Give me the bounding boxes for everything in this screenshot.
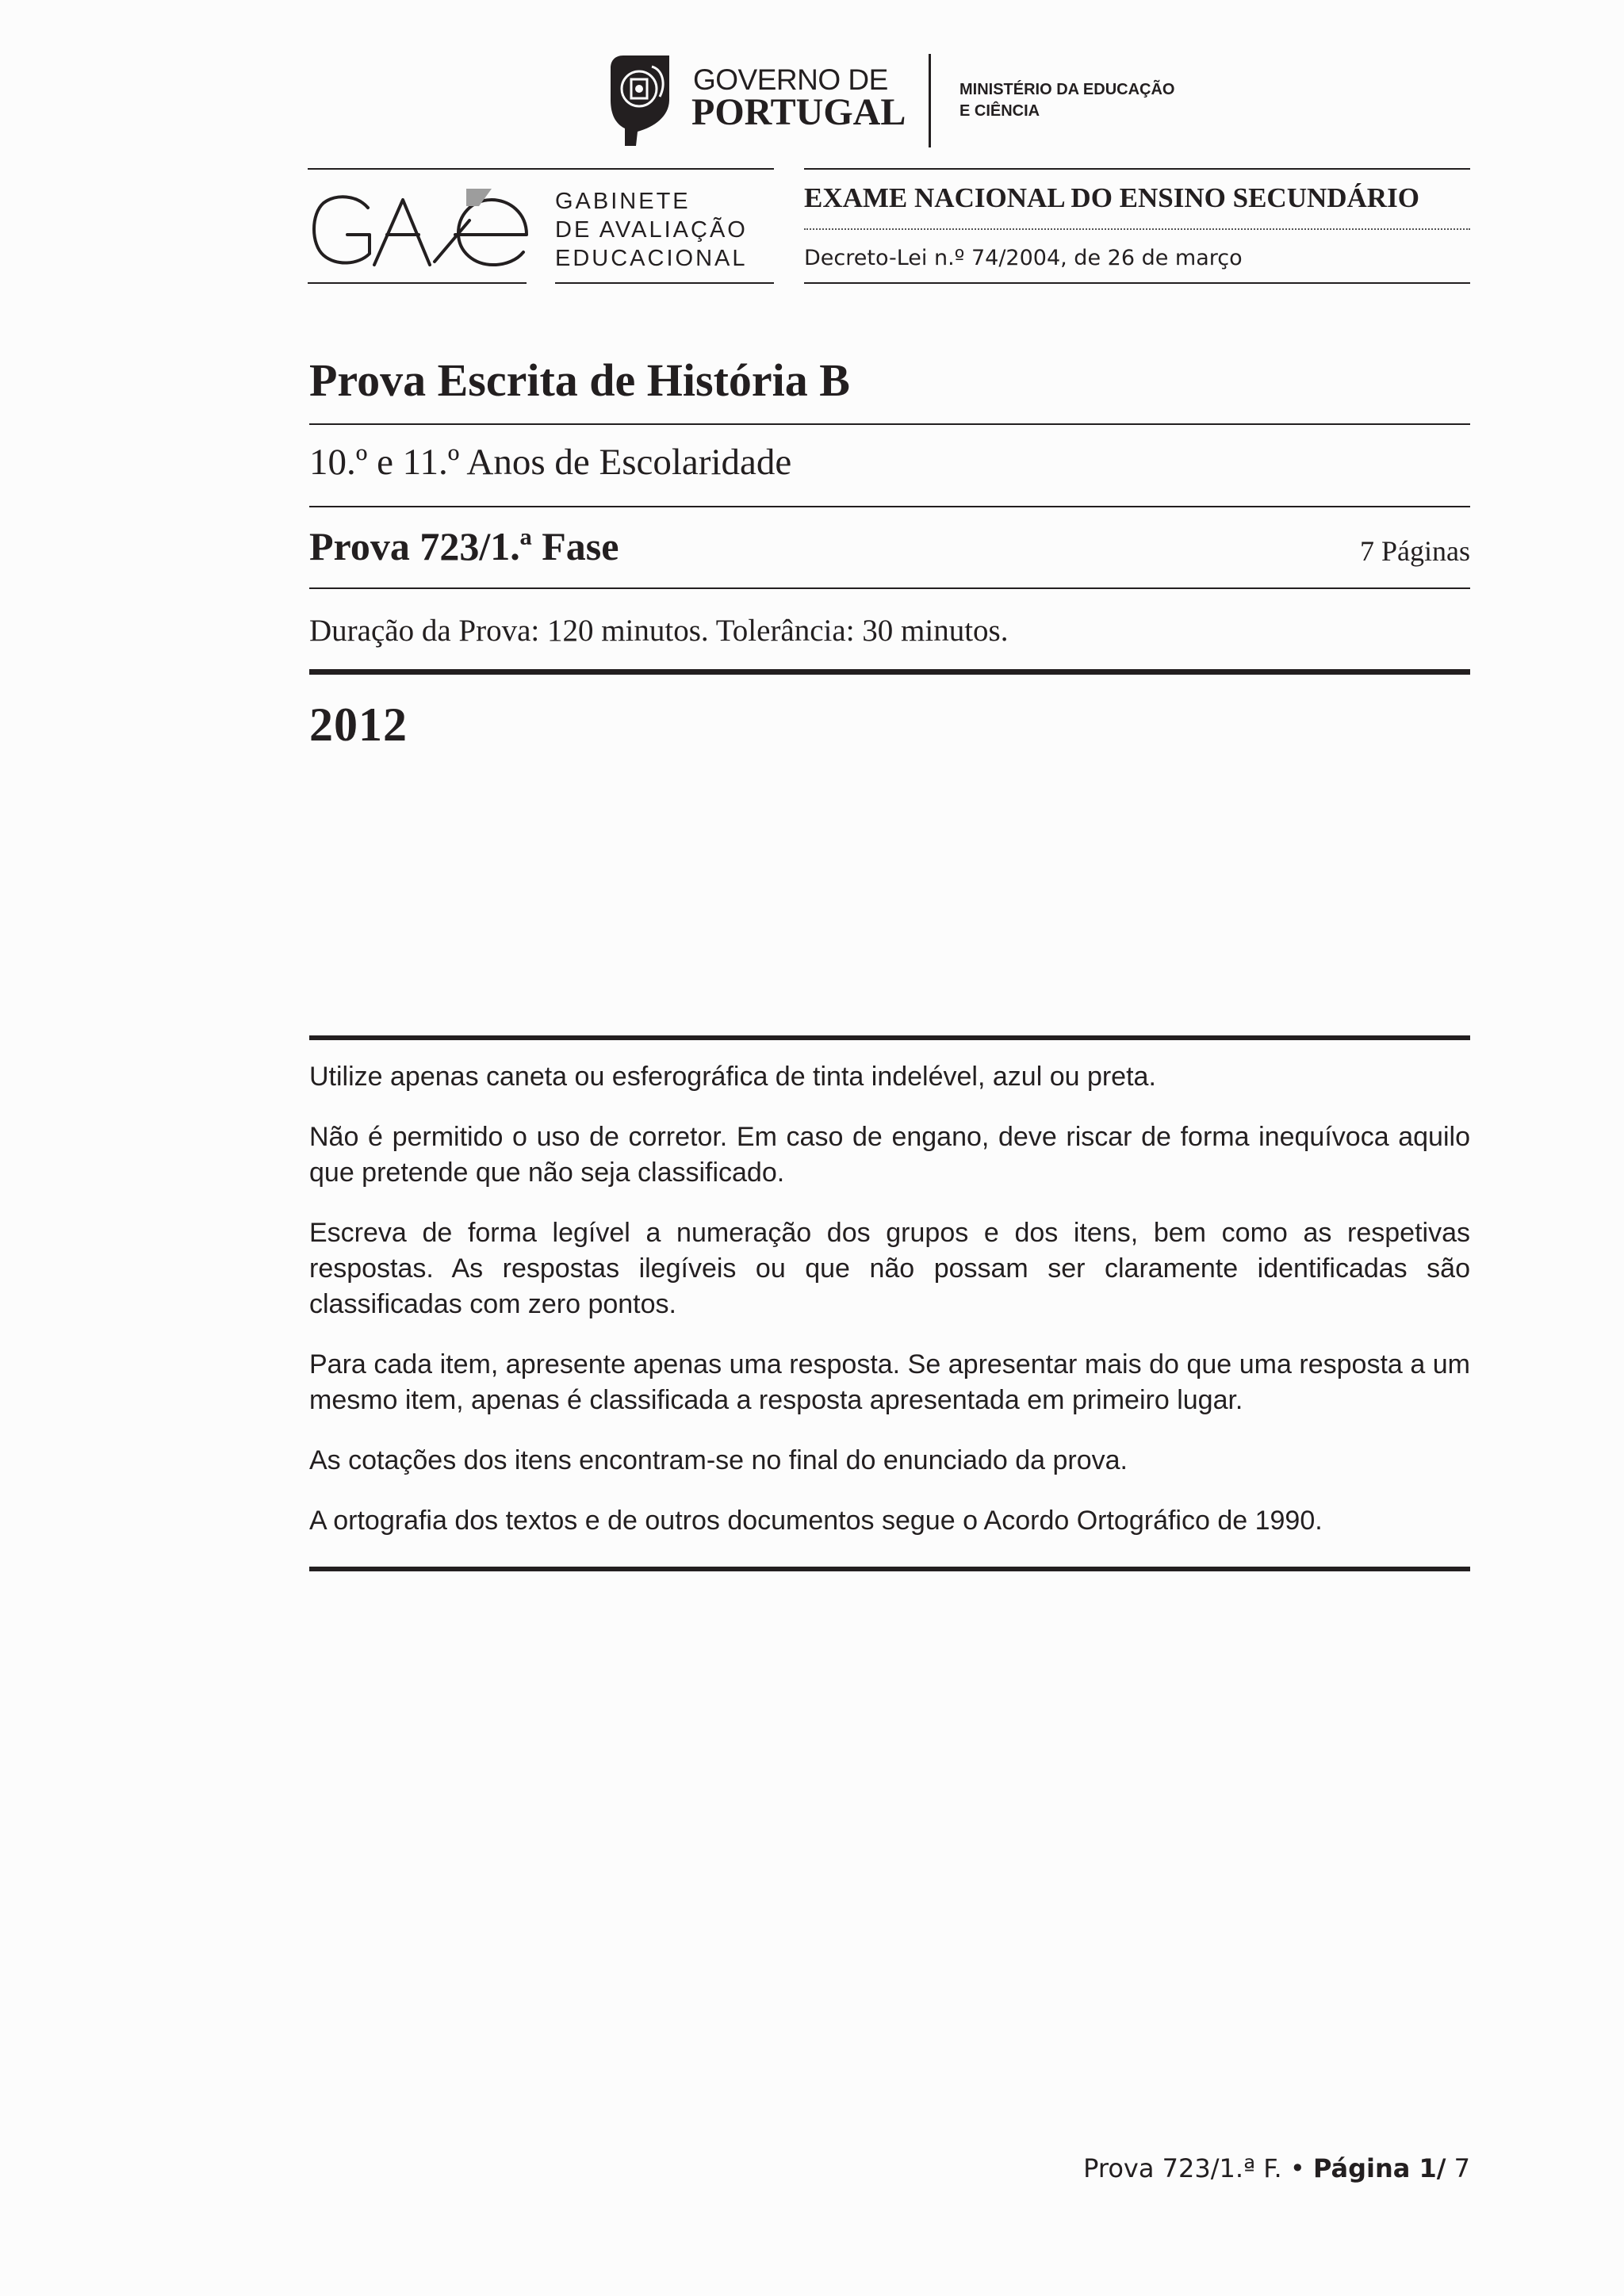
instructions-top-rule [309, 1035, 1470, 1040]
header-divider [929, 54, 931, 147]
exam-year: 2012 [309, 698, 408, 751]
instruction-item: Não é permitido o uso de corretor. Em caso de engano, deve riscar de forma inequívoca aquilo que pretende que não seja classificado. [309, 1122, 1470, 1188]
instruction-item: Para cada item, apresente apenas uma resposta. Se apresentar mais do que uma resposta a um mesmo item, apenas é classificada a resposta apresentada em primeiro lugar. [309, 1349, 1470, 1415]
exam-code: Prova 723/1.ª Fase [309, 524, 619, 568]
instruction-item: Utilize apenas caneta ou esferográfica de tinta indelével, azul ou preta. [309, 1062, 1156, 1092]
ministry-line1: MINISTÉRIO DA EDUCAÇÃO [959, 81, 1175, 98]
school-years: 10.º e 11.º Anos de Escolaridade [309, 442, 792, 483]
government-title-line1: GOVERNO DE [693, 63, 888, 96]
instruction-item: A ortografia dos textos e de outros documentos segue o Acordo Ortográfico de 1990. [309, 1506, 1323, 1536]
gave-logo [308, 189, 530, 271]
page-count: 7 Páginas [1360, 535, 1470, 567]
exam-title: Prova Escrita de História B [309, 354, 850, 406]
decree-reference: Decreto-Lei n.º 74/2004, de 26 de março [804, 246, 1243, 270]
gave-line2: DE AVALIAÇÃO [555, 217, 748, 243]
instruction-item: As cotações dos itens encontram-se no final do enunciado da prova. [309, 1445, 1128, 1475]
gave-line3: EDUCACIONAL [555, 246, 748, 271]
exam-duration: Duração da Prova: 120 minutos. Tolerância: 30 minutos. [309, 614, 1009, 648]
national-exam-title: EXAME NACIONAL DO ENSINO SECUNDÁRIO [804, 182, 1419, 213]
title-rule-1 [309, 423, 1470, 425]
gave-bottom-rule-left [308, 282, 527, 284]
instructions-bottom-rule [309, 1567, 1470, 1571]
gave-top-rule [308, 168, 774, 170]
portugal-shield-icon [607, 52, 674, 149]
footer-page-label: Página 1/ [1312, 2153, 1446, 2183]
ministry-line2: E CIÊNCIA [959, 102, 1040, 120]
exam-bottom-rule [804, 282, 1470, 284]
instructions-block [309, 1059, 1470, 1563]
title-thick-rule [309, 669, 1470, 675]
gave-line1: GABINETE [555, 189, 691, 214]
title-rule-3 [309, 587, 1470, 589]
footer-page-total: 7 [1454, 2153, 1470, 2183]
footer-exam-code: Prova 723/1.ª F. [1083, 2153, 1282, 2183]
dotted-separator [804, 228, 1470, 230]
footer-bullet: • [1289, 2153, 1305, 2183]
gave-bottom-rule-right [555, 282, 774, 284]
instruction-item: Escreva de forma legível a numeração dos grupos e dos itens, bem como as respetivas respostas. As respostas ilegíveis ou que não possam ser claramente identificadas são classificadas com zero pontos. [309, 1218, 1470, 1319]
title-rule-2 [309, 506, 1470, 507]
government-title-line2: PORTUGAL [691, 91, 906, 133]
exam-top-rule [804, 168, 1470, 170]
page-footer [1083, 2153, 1470, 2183]
